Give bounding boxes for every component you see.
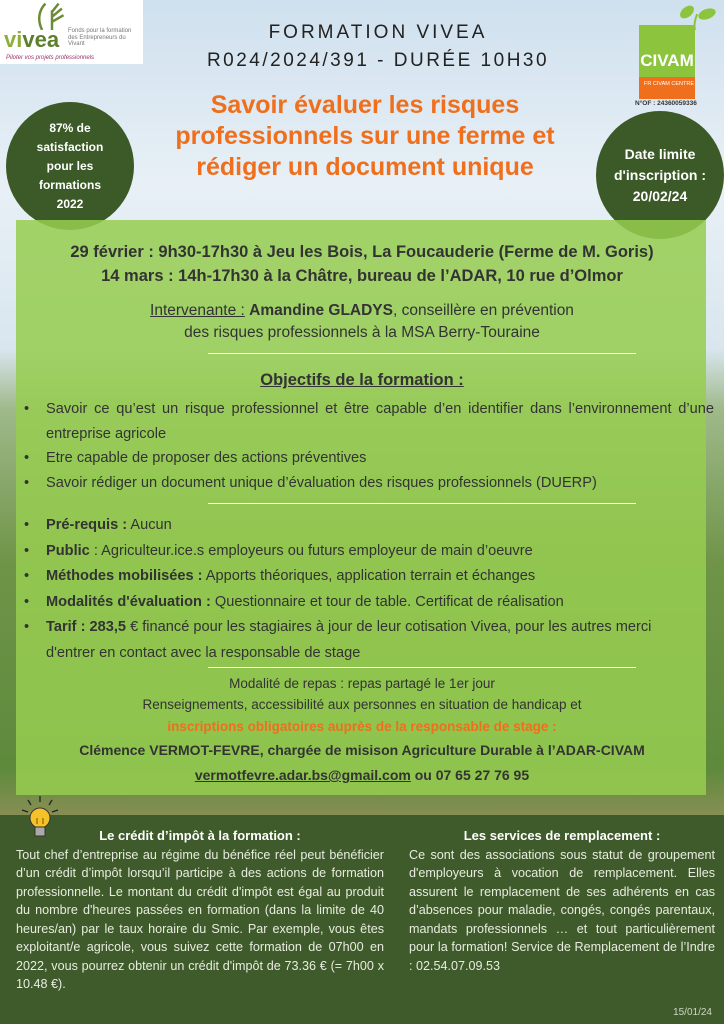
details-list <box>24 513 684 666</box>
objective-item: • Savoir ce qu’est un risque professionnel et être capable d’en identifier dans l’environnement d’une entreprise agricole <box>24 397 714 446</box>
speaker-name: Amandine GLADYS <box>249 302 393 319</box>
civam-subtitle: FR CIVAM CENTRE <box>639 77 695 99</box>
detail-public <box>24 539 684 565</box>
tax-credit-title: Le crédit d’impôt à la formation : <box>99 828 301 843</box>
vivea-subtitle: Fonds pour la formation des Entrepreneurs du Vivant <box>68 28 132 47</box>
replacement-text: Ce sont des associations sous statut de groupement d'employeurs à vocation de remplacement. Elles assurent le remplacement de ses adhérents en cas d’absences pour maladie, congés, congés parentaux, mandats professionnels … et tout particulièrement pour la formation! Service de Remplacement de l’Indre : 02.54.07.09.53 <box>409 847 715 973</box>
accessibility-info: Renseignements, accessibilité aux personnes en situation de handicap et <box>142 697 582 712</box>
tax-credit-column <box>16 827 384 994</box>
satisfaction-badge <box>6 102 134 230</box>
tax-credit-text: Tout chef d’entreprise au régime du bénéfice réel peut bénéficier d’un crédit d’impôt lorsqu’il participe à des actions de formation professionnelle. Le montant du crédit d'impôt est égal au produit du nombre d'heures passées en formation (dans la limite de 40 heures/an) par le taux horaire du Smic. Par exemple, vous êtes exploitant/e agricole, vous suivez cette formation de 07h00 en 2022, vous pourrez obtenir un crédit d'impôt de 73.36 € (= 7h00 x 10.48 €). <box>16 847 384 991</box>
detail-label: Pré-requis : <box>46 517 128 533</box>
formation-reference: R024/2024/391 - DURÉE 10H30 <box>206 50 550 71</box>
contact-person: Clémence VERMOT-FEVRE, chargée de misison Agriculture Durable à l’ADAR-CIVAM <box>79 742 645 758</box>
replacement-title: Les services de remplacement : <box>463 828 661 843</box>
formation-heading: FORMATION VIVEA <box>268 22 488 43</box>
detail-label: Tarif : 283,5 <box>46 619 127 635</box>
meal-info: Modalité de repas : repas partagé le 1er jour <box>229 676 495 691</box>
objectives-list <box>24 397 714 495</box>
page-title: Savoir évaluer les risques professionnels sur une ferme et rédiger un document unique <box>175 91 555 181</box>
detail-text: Apports théoriques, application terrain et échanges <box>202 568 536 584</box>
divider <box>208 503 636 504</box>
vivea-logo <box>0 0 143 64</box>
speaker-desc: , conseillère en prévention des risques professionnels à la MSA Berry-Touraine <box>184 302 574 341</box>
detail-evaluation <box>24 590 684 616</box>
divider <box>208 353 636 354</box>
speaker-label: Intervenante : <box>150 302 245 319</box>
divider <box>208 667 636 668</box>
replacement-column <box>409 827 715 975</box>
objective-item: • Savoir rédiger un document unique d’évaluation des risques professionnels (DUERP) <box>24 471 714 496</box>
detail-text: € financé pour les stagiaires à jour de leur cotisation Vivea, pour les autres merci d'entrer en contact avec la responsable de stage <box>46 619 652 661</box>
detail-tarif <box>24 615 684 666</box>
bottom-info-section <box>0 815 724 1024</box>
detail-text: Aucun <box>127 517 172 533</box>
vivea-tagline: Piloter vos projets professionnels <box>6 55 95 61</box>
detail-label: Modalités d'évaluation : <box>46 593 211 610</box>
session-2: 14 mars : 14h-17h30 à la Châtre, bureau de l’ADAR, 10 rue d’Olmor <box>101 267 623 285</box>
contact-line <box>0 767 724 783</box>
speaker <box>0 300 724 344</box>
plant-icon <box>30 2 74 30</box>
detail-text: : Agriculteur.ice.s employeurs ou futurs employeur de main d’oeuvre <box>89 542 533 559</box>
registration-required: inscriptions obligatoires auprès de la responsable de stage : <box>167 719 557 734</box>
satisfaction-text: 87% de satisfaction pour les formations 2022 <box>36 120 104 211</box>
of-number: N°OF : 24360059336 <box>635 100 697 107</box>
objectives-heading: Objectifs de la formation : <box>260 371 464 389</box>
civam-wordmark: CIVAM <box>639 25 695 77</box>
session-1: 29 février : 9h30-17h30 à Jeu les Bois, La Foucauderie (Ferme de M. Goris) <box>70 243 654 261</box>
detail-label: Public <box>46 542 90 559</box>
vivea-wordmark: vivea <box>4 27 60 52</box>
phone: ou 07 65 27 76 95 <box>410 767 530 783</box>
detail-prerequis <box>24 513 684 539</box>
document-date: 15/01/24 <box>673 1007 712 1018</box>
detail-methodes <box>24 564 684 590</box>
detail-label: Méthodes mobilisées : <box>46 568 203 584</box>
objective-item: • Etre capable de proposer des actions préventives <box>24 446 714 471</box>
detail-text: Questionnaire et tour de table. Certificat de réalisation <box>210 593 564 610</box>
email-link[interactable]: vermotfevre.adar.bs@gmail.com <box>194 767 411 783</box>
lightbulb-icon <box>20 794 60 842</box>
deadline-label: Date limite d'inscription : <box>614 145 706 183</box>
civam-logo <box>637 0 722 110</box>
deadline-date: 20/02/24 <box>632 187 688 204</box>
